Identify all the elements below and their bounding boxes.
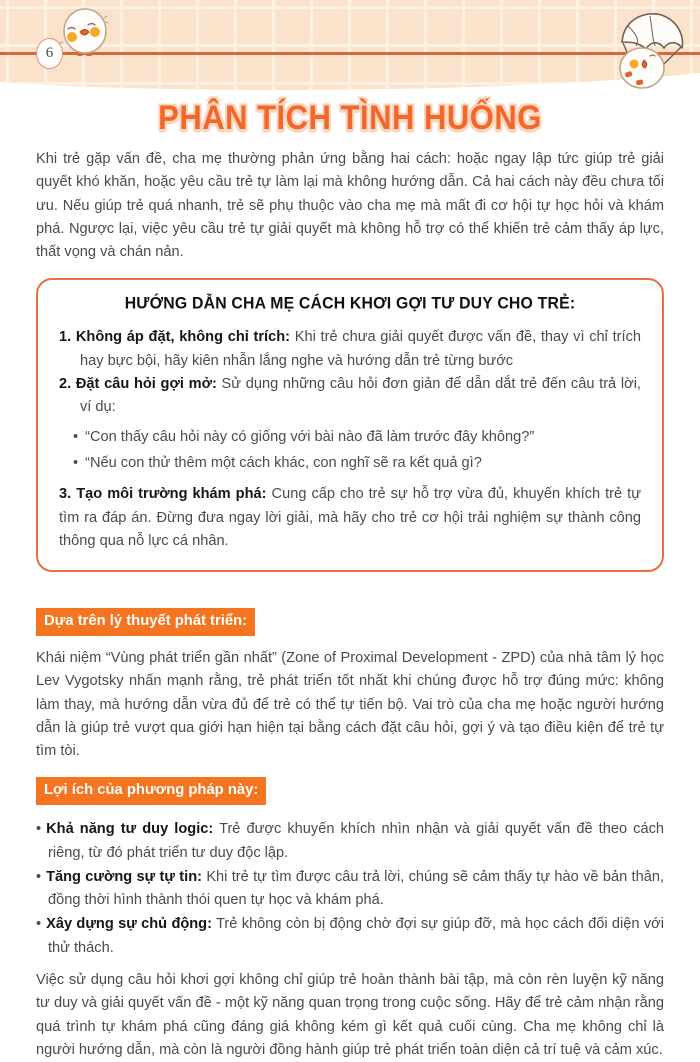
guide-item-1-lead: Không áp đặt, không chỉ trích: (75, 329, 290, 346)
guide-item-3-lead: Tạo môi trường khám phá: (76, 486, 267, 503)
benefits-section (36, 777, 664, 960)
guide-item-2 (59, 373, 641, 420)
benefit-item-2-text: Khi trẻ tự tìm được câu trả lời, chúng sẽ cảm thấy tự hào về bản thân, đồng thời hình thành thói quen tự học và khám phá. (48, 868, 664, 909)
guide-box-title: HƯỚNG DẪN CHA MẸ CÁCH KHƠI GỢI TƯ DUY CHO TRẺ: (124, 294, 576, 314)
example-question-1-text: “Con thấy câu hỏi này có giống với bài nào đã làm trước đây không?” (85, 428, 535, 445)
guide-item-1 (59, 326, 641, 373)
benefit-item-3 (36, 913, 664, 960)
page-title: PHÂN TÍCH TÌNH HUỐNG (158, 97, 542, 138)
bullet-icon: • (73, 454, 79, 471)
chick-mascot-icon (58, 6, 112, 63)
guide-item-1-number: 1. (59, 329, 72, 346)
bullet-icon: • (36, 868, 42, 885)
benefit-item-1-lead: Khả năng tư duy logic: (46, 821, 214, 838)
bullet-icon: • (36, 916, 42, 933)
benefit-item-2 (36, 866, 664, 913)
theory-section (36, 608, 664, 763)
benefit-item-2-lead: Tăng cường sự tự tin: (46, 868, 202, 885)
example-question-2-text: “Nếu con thử thêm một cách khác, con nghĩ sẽ ra kết quả gì? (85, 454, 482, 471)
example-question-2 (73, 452, 641, 475)
guide-item-2-number: 2. (59, 376, 72, 393)
example-question-1 (73, 426, 641, 449)
example-questions-list (73, 426, 641, 476)
guide-item-1-text: Khi trẻ chưa giải quyết được vấn đề, thay vì chỉ trích hay bực bội, hãy kiên nhẫn lắng nghe và hướng dẫn trẻ từng bước (80, 329, 641, 369)
benefit-item-1 (36, 818, 664, 865)
intro-paragraph: Khi trẻ gặp vấn đề, cha mẹ thường phản ứng bằng hai cách: hoặc ngay lập tức giúp trẻ giải quyết khó khăn, hoặc yêu cầu trẻ tự làm lại mà không hướng dẫn. Cả hai cách này đều chưa tối ưu. Nếu giúp trẻ quá nhanh, trẻ sẽ phụ thuộc vào cha mẹ mà mất đi cơ hội tự học hỏi và khám phá. Ngược lại, việc yêu cầu trẻ tự giải quyết mà không hỗ trợ có thể khiến trẻ cảm thấy áp lực, thất vọng và chán nản. (36, 151, 664, 261)
benefit-item-3-lead: Xây dựng sự chủ động: (46, 916, 212, 933)
page-number: 6 (45, 45, 54, 61)
benefit-item-3-text: Trẻ không còn bị động chờ đợi sự giúp đỡ, mà học cách đối diện với thử thách. (48, 916, 664, 956)
theory-section-label: Dựa trên lý thuyết phát triển: (36, 608, 255, 636)
benefits-list (36, 818, 664, 960)
guide-item-2-text: Sử dụng những câu hỏi đơn giản để dẫn dắt trẻ đến câu trả lời, ví dụ: (80, 376, 641, 416)
parachute-chick-icon (592, 6, 692, 99)
parent-guide-box (36, 278, 664, 572)
benefits-section-label: Lợi ích của phương pháp này: (36, 777, 266, 805)
guide-item-3-number: 3. (59, 486, 72, 503)
theory-paragraph: Khái niệm “Vùng phát triển gần nhất” (Zone of Proximal Development - ZPD) của nhà tâm lý học Lev Vygotsky nhấn mạnh rằng, trẻ phát triển tốt nhất khi chúng được hỗ trợ đúng mức: không làm thay, mà hướng dẫn vừa đủ để trẻ có thể tự tiến bộ. Vai trò của cha mẹ hoặc người hướng dẫn là giúp trẻ vượt qua giới hạn hiện tại bằng cách đặt câu hỏi, gợi ý và tạo điều kiện để trẻ tự tìm tòi. (36, 649, 664, 760)
closing-paragraph: Việc sử dụng câu hỏi khơi gợi không chỉ giúp trẻ hoàn thành bài tập, mà còn rèn luyện kỹ năng tư duy và giải quyết vấn đề - một kỹ năng quan trọng trong cuộc sống. Hãy để trẻ cảm nhận rằng quá trình tự khám phá cũng đáng giá không kém gì kết quả cuối cùng. Cha mẹ không chỉ là người hướng dẫn, mà còn là người đồng hành giúp trẻ phát triển toàn diện cả trí tuệ và cảm xúc. (36, 972, 664, 1058)
bullet-icon: • (73, 428, 79, 445)
page-content (36, 148, 664, 1062)
bullet-icon: • (36, 821, 42, 838)
guide-item-3 (59, 483, 641, 553)
benefit-item-1-text: Trẻ được khuyến khích nhìn nhận và giải quyết vấn đề theo cách riêng, từ đó phát triển tư duy độc lập. (48, 821, 665, 861)
guide-item-2-lead: Đặt câu hỏi gợi mở: (75, 376, 217, 393)
guide-item-3-text: Cung cấp cho trẻ sự hỗ trợ vừa đủ, khuyến khích trẻ tự tìm ra đáp án. Đừng đưa ngay lời giải, mà hãy cho trẻ cơ hội trải nghiệm sự thành công thông qua nỗ lực cá nhân. (59, 486, 641, 549)
